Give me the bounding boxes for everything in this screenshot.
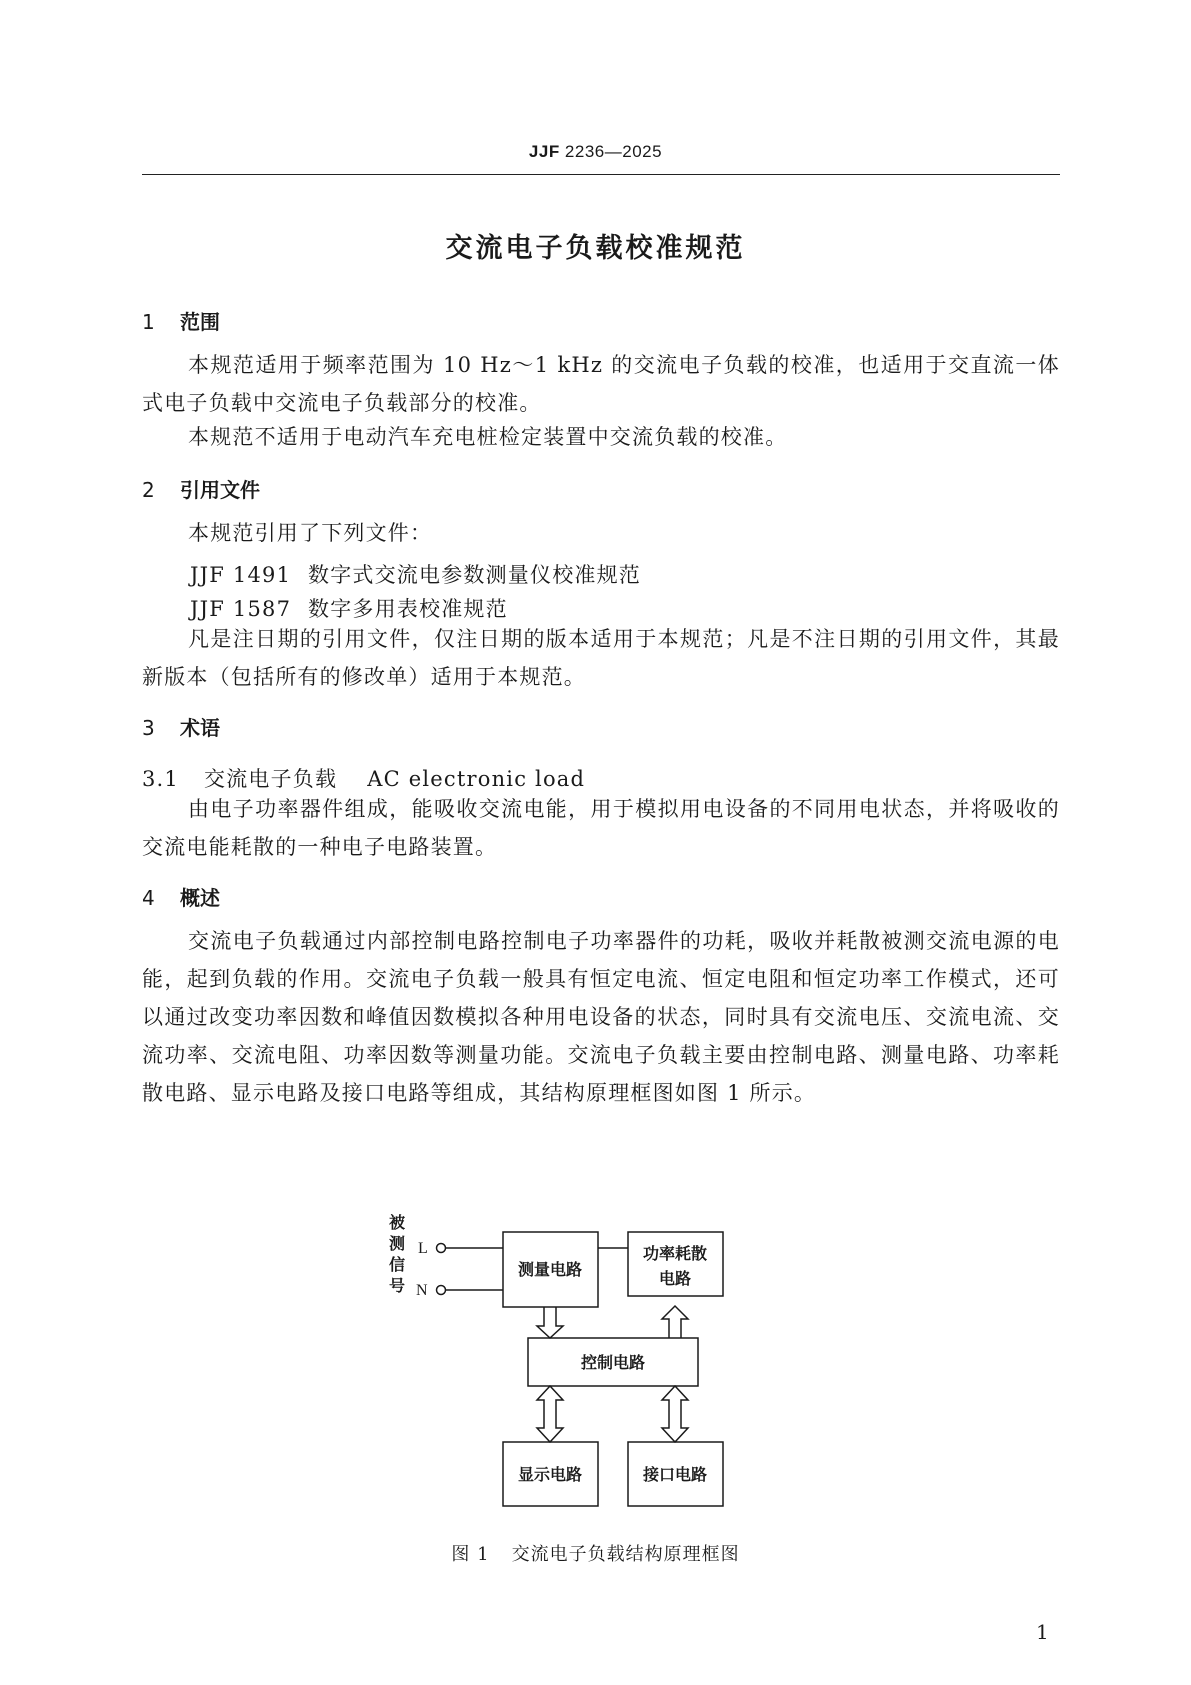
signal-label-char: 被 [389, 1213, 406, 1232]
section-2-heading: 2 引用文件 [142, 478, 260, 502]
power-dissipation-label: 功率耗散 [642, 1244, 708, 1263]
section-1-paragraph-2: 本规范不适用于电动汽车充电桩检定装置中交流负载的校准。 [188, 425, 788, 449]
power-dissipation-label: 电路 [658, 1269, 692, 1288]
reference-item: JJF 1491 数字式交流电参数测量仪校准规范 [190, 563, 641, 587]
terminal-l-label: L [418, 1240, 428, 1257]
reference-item: JJF 1587 数字多用表校准规范 [190, 597, 508, 621]
standard-code-header: JJF 2236—2025 [528, 142, 663, 161]
document-title: 交流电子负载校准规范 [445, 233, 746, 264]
section-2-paragraph-2: 凡是注日期的引用文件，仅注日期的版本适用于本规范；凡是不注日期的引用文件，其最新版本（包括所有的修改单）适用于本规范。 [142, 627, 1060, 689]
section-4-paragraph: 交流电子负载通过内部控制电路控制电子功率器件的功耗，吸收并耗散被测交流电源的电能，起到负载的作用。交流电子负载一般具有恒定电流、恒定电阻和恒定功率工作模式，还可以通过改变功率因数和峰值因数模拟各种用电设备的状态，同时具有交流电压、交流电流、交流功率、交流电阻、功率因数等测量功能。交流电子负载主要由控制电路、测量电路、功率耗散电路、显示电路及接口电路等组成，其结构原理框图如图 1 所示。 [142, 929, 1060, 1105]
section-4-heading: 4 概述 [142, 886, 220, 910]
double-arrow-icon [662, 1386, 688, 1442]
figure-caption: 图 1 交流电子负载结构原理框图 [451, 1544, 740, 1565]
page-number: 1 [1036, 1620, 1049, 1644]
control-circuit-label: 控制电路 [580, 1353, 646, 1372]
terminal-n-label: N [416, 1282, 428, 1299]
section-1-heading: 1 范围 [142, 310, 220, 334]
term-entry: 3.1 交流电子负载 AC electronic load [142, 767, 586, 791]
section-3-heading: 3 术语 [142, 716, 220, 740]
terminal-n-circle [437, 1286, 446, 1295]
arrow-up-icon [662, 1306, 688, 1338]
signal-label-char: 信 [389, 1255, 406, 1274]
signal-label-char: 号 [389, 1276, 406, 1295]
block-diagram-figure [389, 1213, 790, 1522]
terminal-l-circle [437, 1244, 446, 1253]
term-definition: 由电子功率器件组成，能吸收交流电能，用于模拟用电设备的不同用电状态，并将吸收的交流电能耗散的一种电子电路装置。 [142, 797, 1060, 859]
section-2-intro: 本规范引用了下列文件： [188, 521, 433, 545]
section-1-paragraph-1: 本规范适用于频率范围为 10 Hz～1 kHz 的交流电子负载的校准，也适用于交直流一体式电子负载中交流电子负载部分的校准。 [142, 353, 1060, 415]
double-arrow-icon [537, 1386, 563, 1442]
block-diagram [389, 1213, 790, 1522]
header-rule [142, 174, 1060, 175]
interface-circuit-label: 接口电路 [642, 1465, 708, 1484]
display-circuit-label: 显示电路 [517, 1465, 583, 1484]
signal-label-char: 测 [389, 1234, 406, 1253]
measurement-circuit-label: 测量电路 [517, 1260, 583, 1279]
arrow-down-icon [537, 1307, 563, 1338]
